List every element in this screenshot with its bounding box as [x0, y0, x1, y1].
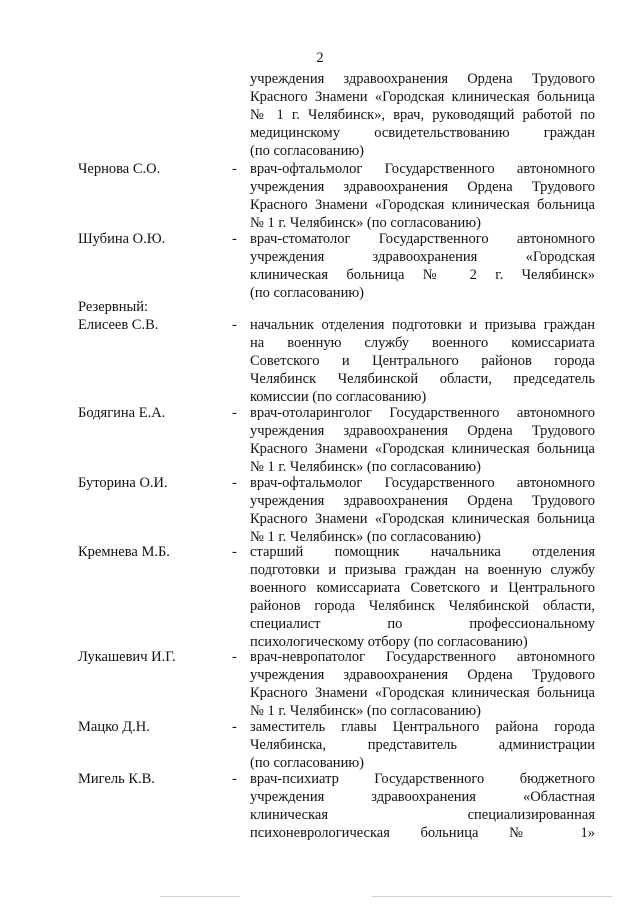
member-name: Шубина О.Ю. — [78, 231, 166, 247]
description-line: учреждения здравоохранения Ордена Трудового — [250, 493, 595, 509]
description-line: учреждения здравоохранения «Областная — [250, 789, 595, 805]
member-name: Кремнева М.Б. — [78, 544, 170, 560]
member-description — [250, 474, 595, 546]
description-line: комиссии (по согласованию) — [250, 389, 427, 405]
description-line: учреждения здравоохранения Ордена Трудового — [250, 179, 595, 195]
member-name: Мигель К.В. — [78, 771, 155, 787]
page-number: 2 — [316, 50, 324, 66]
description-line: врач-офтальмолог Государственного автономного — [250, 161, 595, 177]
member-description — [250, 316, 595, 406]
description-line: подготовки и призыва граждан на военную службу — [250, 562, 595, 578]
description-line: медицинскому освидетельствованию граждан — [250, 125, 595, 141]
member-description — [250, 770, 595, 842]
member-description — [250, 404, 595, 476]
description-line: врач-невропатолог Государственного автономного — [250, 649, 595, 665]
member-description — [250, 160, 595, 232]
member-dash: - — [232, 771, 237, 787]
member-name: Бодягина Е.А. — [78, 405, 166, 421]
member-dash: - — [232, 719, 237, 735]
description-line: психоневрологическая больница № 1» — [250, 825, 595, 841]
description-line: старший помощник начальника отделения — [250, 544, 595, 560]
description-line: (по согласованию) — [250, 143, 364, 159]
reserve-label: Резервный: — [78, 299, 149, 315]
description-line: учреждения здравоохранения Ордена Трудового — [250, 423, 595, 439]
member-description — [250, 718, 595, 772]
description-line: № 1 г. Челябинск» (по согласованию) — [250, 703, 481, 719]
description-line: психологическому отбору (по согласованию) — [250, 634, 528, 650]
member-dash: - — [232, 475, 237, 491]
description-line: (по согласованию) — [250, 755, 364, 771]
description-line: № 1 г. Челябинск» (по согласованию) — [250, 215, 481, 231]
member-name: Чернова С.О. — [78, 161, 161, 177]
member-description — [250, 648, 595, 720]
member-dash: - — [232, 544, 237, 560]
description-line: районов города Челябинск Челябинской области, — [250, 598, 595, 614]
member-dash: - — [232, 649, 237, 665]
description-line: начальник отделения подготовки и призыва граждан — [250, 317, 595, 333]
scan-edge-line — [372, 896, 612, 897]
member-dash: - — [232, 317, 237, 333]
member-description — [250, 230, 595, 302]
description-line: Советского и Центрального районов города — [250, 353, 595, 369]
description-line: № 1 г. Челябинск» (по согласованию) — [250, 529, 481, 545]
description-line: врач-отоларинголог Государственного автономного — [250, 405, 595, 421]
member-dash: - — [232, 231, 237, 247]
member-dash: - — [232, 405, 237, 421]
description-line: специалист по профессиональному — [250, 616, 595, 632]
description-line: (по согласованию) — [250, 285, 364, 301]
description-line: на военную службу военного комиссариата — [250, 335, 595, 351]
description-line: заместитель главы Центрального района города — [250, 719, 595, 735]
description-line: учреждения здравоохранения Ордена Трудового — [250, 667, 595, 683]
description-line: Красного Знамени «Городская клиническая больница — [250, 89, 595, 105]
description-line: Красного Знамени «Городская клиническая больница — [250, 685, 595, 701]
description-line: учреждения здравоохранения «Городская — [250, 249, 595, 265]
description-line: № 1 г. Челябинск», врач, руководящий работой по — [250, 107, 595, 123]
description-line: врач-офтальмолог Государственного автономного — [250, 475, 595, 491]
description-line: Красного Знамени «Городская клиническая больница — [250, 441, 595, 457]
member-name: Мацко Д.Н. — [78, 719, 150, 735]
description-line: клиническая больница № 2 г. Челябинск» — [250, 267, 595, 283]
description-line: учреждения здравоохранения Ордена Трудового — [250, 71, 595, 87]
description-line: Челябинска, представитель администрации — [250, 737, 595, 753]
scan-edge-line — [160, 896, 240, 897]
description-line: Челябинск Челябинской области, председатель — [250, 371, 595, 387]
description-line: клиническая специализированная — [250, 807, 595, 823]
continuation-description — [250, 70, 595, 160]
member-name: Буторина О.И. — [78, 475, 168, 491]
member-name: Елисеев С.В. — [78, 317, 159, 333]
description-line: военного комиссариата Советского и Центрального — [250, 580, 595, 596]
description-line: врач-психиатр Государственного бюджетного — [250, 771, 595, 787]
description-line: Красного Знамени «Городская клиническая больница — [250, 511, 595, 527]
member-description — [250, 543, 595, 651]
description-line: врач-стоматолог Государственного автономного — [250, 231, 595, 247]
member-name: Лукашевич И.Г. — [78, 649, 176, 665]
description-line: Красного Знамени «Городская клиническая больница — [250, 197, 595, 213]
member-dash: - — [232, 161, 237, 177]
description-line: № 1 г. Челябинск» (по согласованию) — [250, 459, 481, 475]
